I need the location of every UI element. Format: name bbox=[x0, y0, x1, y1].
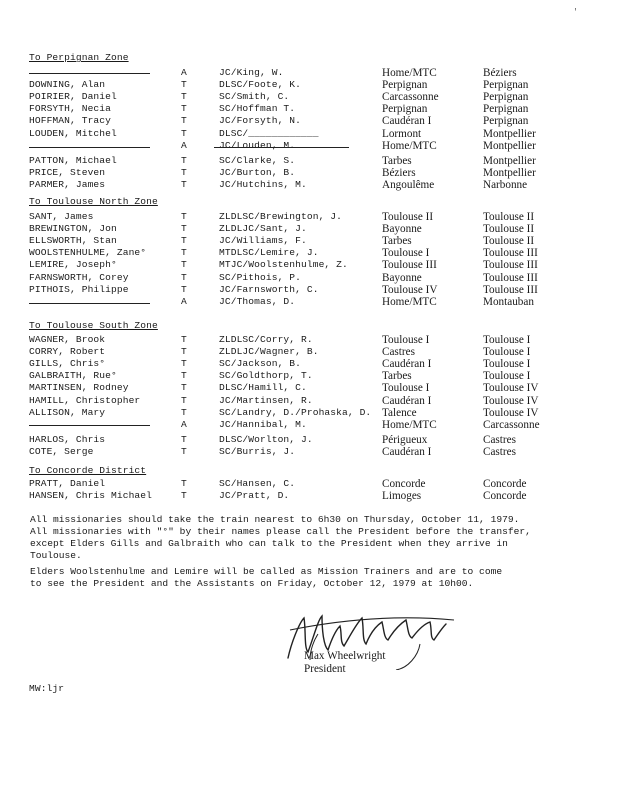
row-assignment: SC/Pithois, P. bbox=[219, 271, 302, 283]
row-to: Montpellier bbox=[483, 139, 536, 152]
row-from: Périgueux bbox=[382, 433, 428, 446]
row-from: Bayonne bbox=[382, 223, 422, 236]
row-to: Concorde bbox=[483, 490, 527, 503]
row-from: Bayonne bbox=[382, 271, 422, 284]
row-name: SANT, James bbox=[29, 211, 94, 222]
row-name: FARNSWORTH, Corey bbox=[29, 271, 129, 283]
row-from: Tarbes bbox=[382, 154, 412, 167]
row-name: HAMILL, Christopher bbox=[29, 394, 141, 406]
row-from: Perpignan bbox=[382, 79, 428, 92]
row-from: Caudéran I bbox=[382, 394, 432, 407]
row-to: Concorde bbox=[483, 478, 527, 490]
row-from: Toulouse I bbox=[382, 382, 430, 395]
row-to: Perpignan bbox=[483, 79, 529, 92]
row-to: Montpellier bbox=[483, 127, 536, 140]
row-from: Tarbes bbox=[382, 370, 412, 383]
corner-mark: ' bbox=[573, 8, 578, 17]
zone-rule bbox=[29, 303, 150, 304]
row-name: COTE, Serge bbox=[29, 445, 94, 457]
row-name: PRATT, Daniel bbox=[29, 478, 106, 489]
row-from: Castres bbox=[382, 346, 415, 359]
row-to: Toulouse I bbox=[483, 370, 531, 383]
row-name: FORSYTH, Necia bbox=[29, 103, 112, 115]
row-from: Béziers bbox=[382, 166, 416, 179]
row-to: Carcassonne bbox=[483, 418, 540, 431]
row-from: Toulouse I bbox=[382, 334, 430, 346]
signer-title: President bbox=[304, 663, 346, 675]
row-code: T bbox=[181, 478, 187, 489]
row-from: Toulouse IV bbox=[382, 283, 438, 296]
row-code: T bbox=[181, 178, 187, 190]
row-to: Castres bbox=[483, 433, 516, 446]
row-name: WOOLSTENHULME, Zane° bbox=[29, 247, 147, 259]
row-assignment: ZLDLSC/Corry, R. bbox=[219, 334, 313, 345]
row-assignment: SC/Burris, J. bbox=[219, 445, 296, 457]
row-name: MARTINSEN, Rodney bbox=[29, 382, 129, 394]
typist-initials: MW:ljr bbox=[29, 683, 65, 694]
row-code: T bbox=[181, 370, 187, 382]
row-assignment: SC/Hansen, C. bbox=[219, 478, 296, 489]
row-assignment: JC/Thomas, D. bbox=[219, 295, 296, 307]
row-code: T bbox=[181, 382, 187, 394]
row-assignment: DLSC/Hamill, C. bbox=[219, 382, 307, 394]
row-to: Montpellier bbox=[483, 154, 536, 167]
row-code: T bbox=[181, 79, 187, 91]
row-code: T bbox=[181, 115, 187, 127]
row-to: Montauban bbox=[483, 295, 534, 308]
row-code: T bbox=[181, 154, 187, 166]
row-to: Narbonne bbox=[483, 178, 528, 191]
row-from: Home/MTC bbox=[382, 139, 437, 152]
zone-rule bbox=[29, 73, 150, 74]
row-assignment: JC/Hannibal, M. bbox=[219, 418, 307, 430]
row-code: T bbox=[181, 334, 187, 345]
row-from: Caudéran I bbox=[382, 445, 432, 458]
row-name: HARLOS, Chris bbox=[29, 433, 106, 445]
row-name: CORRY, Robert bbox=[29, 346, 106, 358]
row-from: Carcassonne bbox=[382, 91, 439, 104]
zone-title-perpignan: To Perpignan Zone bbox=[29, 52, 129, 63]
row-name: DOWNING, Alan bbox=[29, 79, 106, 91]
row-name: PARMER, James bbox=[29, 178, 106, 190]
row-to: Toulouse III bbox=[483, 283, 538, 296]
row-name: POIRIER, Daniel bbox=[29, 91, 117, 103]
row-name: HANSEN, Chris Michael bbox=[29, 490, 153, 502]
section-divider bbox=[214, 147, 349, 148]
row-from: Tarbes bbox=[382, 235, 412, 248]
row-name: BREWINGTON, Jon bbox=[29, 223, 117, 235]
row-to: Toulouse IV bbox=[483, 394, 539, 407]
row-code: T bbox=[181, 223, 187, 235]
row-name: PRICE, Steven bbox=[29, 166, 106, 178]
row-code: T bbox=[181, 406, 187, 418]
row-from: Talence bbox=[382, 406, 417, 419]
row-to: Toulouse II bbox=[483, 235, 535, 248]
row-from: Caudéran I bbox=[382, 358, 432, 371]
row-to: Castres bbox=[483, 445, 516, 458]
row-assignment: SC/Landry, D./Prohaska, D. bbox=[219, 406, 372, 418]
row-from: Concorde bbox=[382, 478, 426, 490]
row-assignment: JC/Louden, M. bbox=[219, 139, 296, 151]
row-assignment: MTDLSC/Lemire, J. bbox=[219, 247, 319, 259]
row-from: Angoulême bbox=[382, 178, 435, 191]
row-from: Toulouse II bbox=[382, 211, 434, 223]
row-name: LOUDEN, Mitchel bbox=[29, 127, 117, 139]
row-from: Toulouse I bbox=[382, 247, 430, 260]
row-name: WAGNER, Brook bbox=[29, 334, 106, 345]
row-assignment: JC/Burton, B. bbox=[219, 166, 296, 178]
row-name: GILLS, Chris° bbox=[29, 358, 106, 370]
row-assignment: ZLDLJC/Sant, J. bbox=[219, 223, 307, 235]
row-code: A bbox=[181, 139, 187, 151]
row-code: T bbox=[181, 445, 187, 457]
row-to: Toulouse IV bbox=[483, 382, 539, 395]
row-code: T bbox=[181, 433, 187, 445]
row-code: T bbox=[181, 166, 187, 178]
row-assignment: JC/Hutchins, M. bbox=[219, 178, 307, 190]
row-to: Perpignan bbox=[483, 103, 529, 116]
row-code: A bbox=[181, 295, 187, 307]
row-to: Perpignan bbox=[483, 115, 529, 128]
signer-name: Max Wheelwright bbox=[304, 650, 386, 662]
row-to: Montpellier bbox=[483, 166, 536, 179]
row-code: T bbox=[181, 259, 187, 271]
row-assignment: JC/King, W. bbox=[219, 67, 284, 78]
zone-title-concorde: To Concorde District bbox=[29, 465, 147, 476]
row-code: A bbox=[181, 67, 187, 78]
row-name: HOFFMAN, Tracy bbox=[29, 115, 112, 127]
zone-title-toulouse-south: To Toulouse South Zone bbox=[29, 320, 158, 331]
row-assignment: MTJC/Woolstenhulme, Z. bbox=[219, 259, 348, 271]
row-assignment: JC/Farnsworth, C. bbox=[219, 283, 319, 295]
note-train: All missionaries should take the train nearest to 6h30 on Thursday, October 11, 1979. bbox=[30, 514, 520, 525]
row-name: PITHOIS, Philippe bbox=[29, 283, 129, 295]
row-assignment: DLSC/Worlton, J. bbox=[219, 433, 313, 445]
row-assignment: SC/Goldthorp, T. bbox=[219, 370, 313, 382]
row-code: T bbox=[181, 346, 187, 358]
row-to: Perpignan bbox=[483, 91, 529, 104]
signature-block bbox=[270, 600, 470, 700]
row-assignment: SC/Hoffman T. bbox=[219, 103, 296, 115]
section-divider bbox=[29, 425, 150, 426]
row-to: Toulouse II bbox=[483, 211, 535, 223]
row-from: Home/MTC bbox=[382, 295, 437, 308]
row-code: T bbox=[181, 91, 187, 103]
row-code: T bbox=[181, 271, 187, 283]
row-name: PATTON, Michael bbox=[29, 154, 117, 166]
row-assignment: SC/Jackson, B. bbox=[219, 358, 302, 370]
row-assignment: SC/Clarke, S. bbox=[219, 154, 296, 166]
row-to: Toulouse III bbox=[483, 259, 538, 272]
row-assignment: DLSC/Foote, K. bbox=[219, 79, 302, 91]
row-code: T bbox=[181, 247, 187, 259]
row-from: Lormont bbox=[382, 127, 422, 140]
row-to: Toulouse III bbox=[483, 247, 538, 260]
row-from: Perpignan bbox=[382, 103, 428, 116]
row-code: A bbox=[181, 418, 187, 430]
row-code: T bbox=[181, 127, 187, 139]
zone-title-toulouse-north: To Toulouse North Zone bbox=[29, 196, 158, 207]
row-code: T bbox=[181, 103, 187, 115]
row-assignment: JC/Pratt, D. bbox=[219, 490, 290, 502]
note-asterisk: All missionaries with "°" by their names please call the President before the transfer, except Elders Gills and Galbraith who can talk to the President when they arrive in Toulouse. bbox=[30, 526, 531, 561]
row-to: Toulouse I bbox=[483, 346, 531, 359]
row-name: ELLSWORTH, Stan bbox=[29, 235, 117, 247]
row-to: Béziers bbox=[483, 67, 517, 79]
row-assignment: JC/Forsyth, N. bbox=[219, 115, 302, 127]
section-divider bbox=[29, 147, 150, 148]
row-assignment: JC/Martinsen, R. bbox=[219, 394, 313, 406]
row-code: T bbox=[181, 394, 187, 406]
row-assignment: ZLDLSC/Brewington, J. bbox=[219, 211, 343, 222]
note-trainers: Elders Woolstenhulme and Lemire will be called as Mission Trainers and are to come to see the President and the Assistants on Friday, October 12, 1979 at 10h00. bbox=[30, 566, 503, 589]
row-code: T bbox=[181, 235, 187, 247]
row-from: Home/MTC bbox=[382, 67, 437, 79]
row-code: T bbox=[181, 358, 187, 370]
row-to: Toulouse III bbox=[483, 271, 538, 284]
row-name: ALLISON, Mary bbox=[29, 406, 106, 418]
row-to: Toulouse II bbox=[483, 223, 535, 236]
row-assignment: DLSC/____________ bbox=[219, 127, 319, 139]
row-from: Home/MTC bbox=[382, 418, 437, 431]
row-from: Caudéran I bbox=[382, 115, 432, 128]
row-code: T bbox=[181, 283, 187, 295]
row-assignment: JC/Williams, F. bbox=[219, 235, 307, 247]
row-to: Toulouse I bbox=[483, 334, 531, 346]
row-name: LEMIRE, Joseph° bbox=[29, 259, 117, 271]
row-to: Toulouse I bbox=[483, 358, 531, 371]
row-assignment: ZLDLJC/Wagner, B. bbox=[219, 346, 319, 358]
row-from: Limoges bbox=[382, 490, 422, 503]
row-from: Toulouse III bbox=[382, 259, 437, 272]
row-to: Toulouse IV bbox=[483, 406, 539, 419]
row-name: GALBRAITH, Rue° bbox=[29, 370, 117, 382]
row-code: T bbox=[181, 490, 187, 502]
row-code: T bbox=[181, 211, 187, 222]
row-assignment: SC/Smith, C. bbox=[219, 91, 290, 103]
